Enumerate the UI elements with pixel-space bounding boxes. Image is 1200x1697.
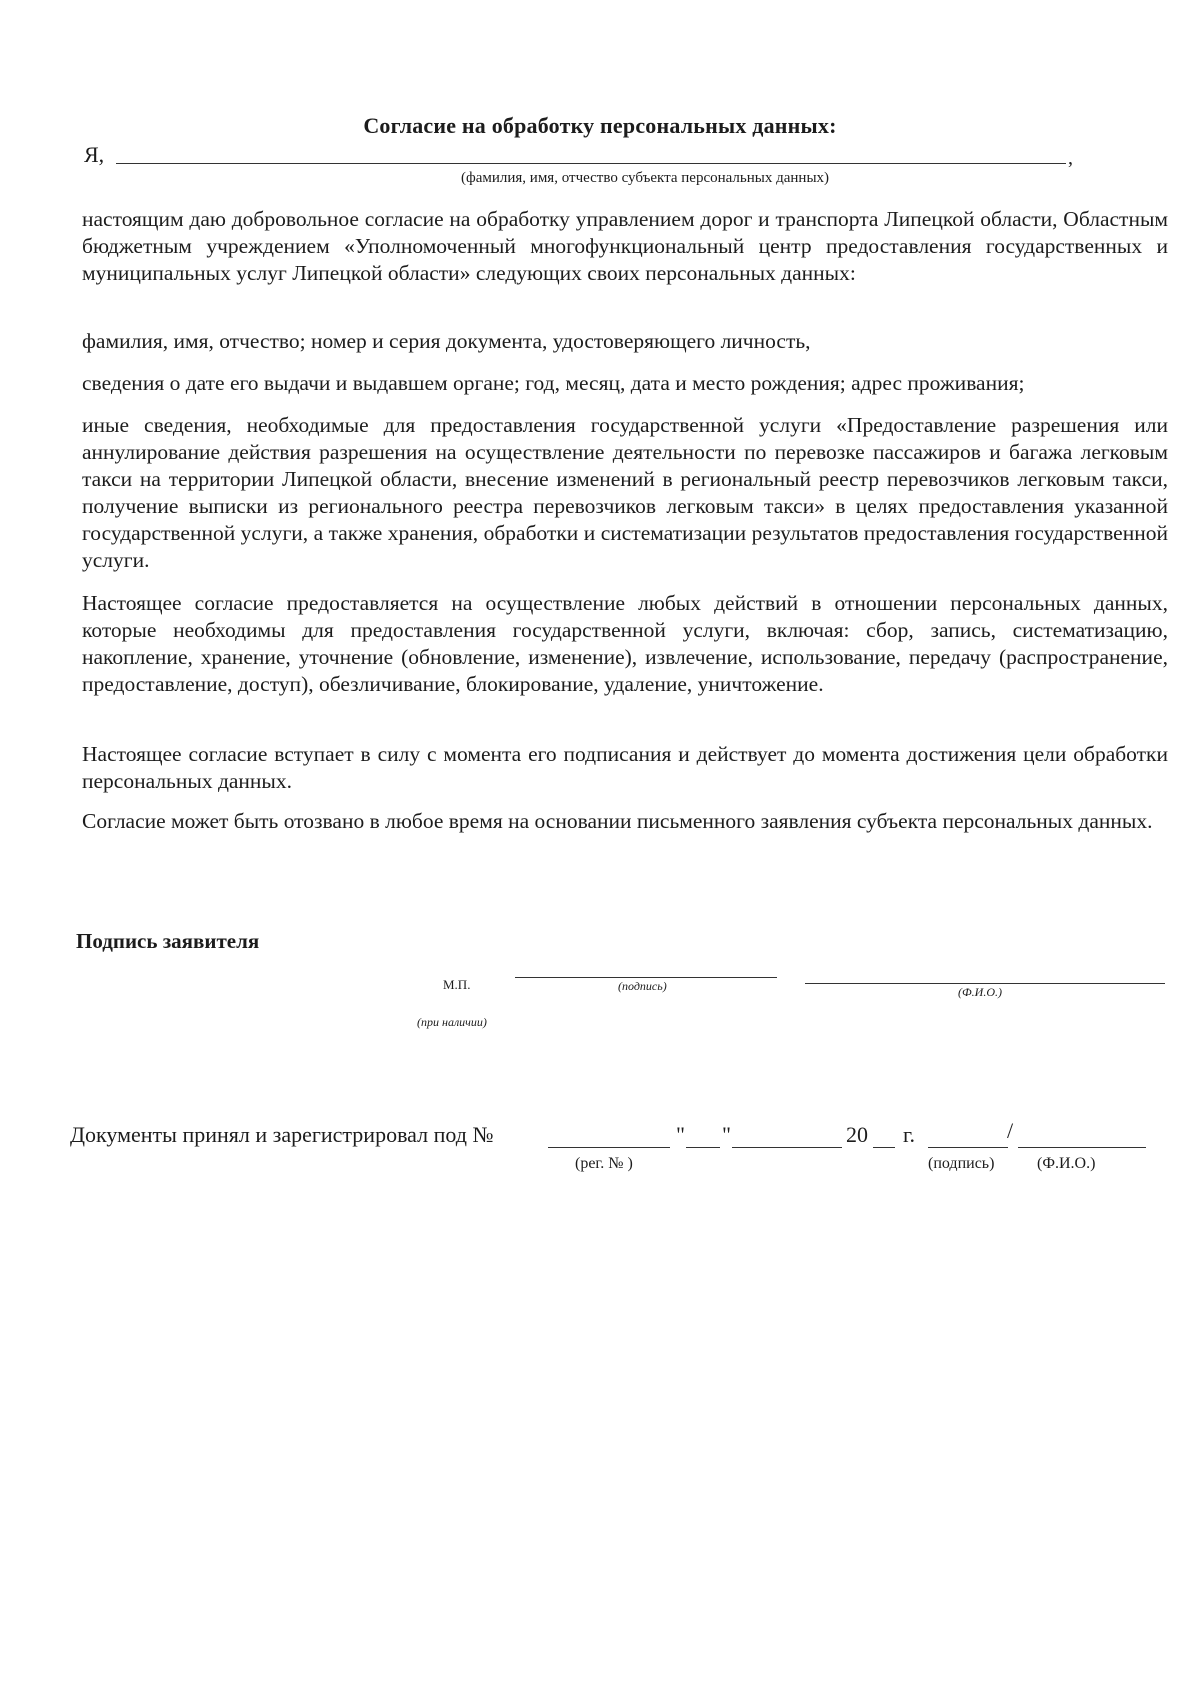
document-title: Согласие на обработку персональных данных: [363,113,837,138]
applicant-signature-caption: (подпись) [618,979,667,993]
data-list-paragraph-2: сведения о дате его выдачи и выдавшем органе; год, месяц, дата и место рождения; адрес проживания; [82,371,1025,395]
registration-number-line [548,1147,670,1148]
validity-paragraph: Настоящее согласие вступает в силу с момента его подписания и действует до момента достижения цели обработки персональных данных. [82,742,1168,793]
seal-note: (при наличии) [417,1015,487,1029]
applicant-fio-line [805,983,1165,984]
seal-label: М.П. [443,977,471,992]
registration-slash: / [1007,1118,1014,1143]
applicant-prefix: Я, [84,142,105,167]
actions-paragraph: Настоящее согласие предоставляется на осуществление любых действий в отношении персональных данных, которые необходимы для предоставления государственной услуги, включая: сбор, запись, систематизацию, накопление, хранение, уточнение (обновление, изменение), извлечение, использование, передачу (распространение, предоставление, доступ), обезличивание, блокирование, удаление, уничтожение. [82,591,1168,696]
registration-fio-line [1018,1147,1146,1148]
applicant-signature-line [515,977,777,978]
revocation-paragraph: Согласие может быть отозвано в любое время на основании письменного заявления субъекта персональных данных. [82,809,1153,833]
applicant-comma: , [1068,147,1073,169]
data-list-paragraph-1: фамилия, имя, отчество; номер и серия документа, удостоверяющего личность, [82,329,811,353]
registration-month-line [732,1147,842,1148]
registration-signature-line [928,1147,1008,1148]
applicant-signature-title: Подпись заявителя [76,929,260,953]
applicant-name-caption: (фамилия, имя, отчество субъекта персональных данных) [460,170,830,186]
registration-signature-caption: (подпись) [928,1155,995,1172]
consent-intro-paragraph: настоящим даю добровольное согласие на обработку управлением дорог и транспорта Липецкой области, Областным бюджетным учреждением «Уполномоченный многофункциональный центр предоставления государственных и муниципальных услуг Липецкой области» следующих своих персональных данных: [82,207,1168,285]
data-list-paragraph-3: иные сведения, необходимые для предоставления государственной услуги «Предоставление разрешения или аннулирование действия разрешения на осуществление деятельности по перевозке пассажиров и багажа легковым такси на территории Липецкой области, внесение изменений в региональный реестр перевозчиков легковым такси, получение выписки из регионального реестра перевозчиков легковым такси» в целях предоставления указанной государственной услуги, а также хранения, обработки и систематизации результатов предоставления государственной услуги. [82,413,1168,572]
registration-fio-caption: (Ф.И.О.) [1037,1155,1096,1172]
registration-quote-close: " [722,1122,731,1147]
registration-year-prefix: 20 [846,1122,868,1147]
registration-quote-open: " [676,1122,685,1147]
registration-year-line [873,1147,895,1148]
applicant-name-field-line [116,163,1066,164]
registration-label: Документы принял и зарегистрировал под № [70,1122,494,1147]
registration-year-suffix: г. [903,1122,916,1147]
applicant-fio-caption: (Ф.И.О.) [958,985,1002,999]
registration-day-line [686,1147,720,1148]
registration-number-caption: (рег. № ) [575,1155,633,1172]
